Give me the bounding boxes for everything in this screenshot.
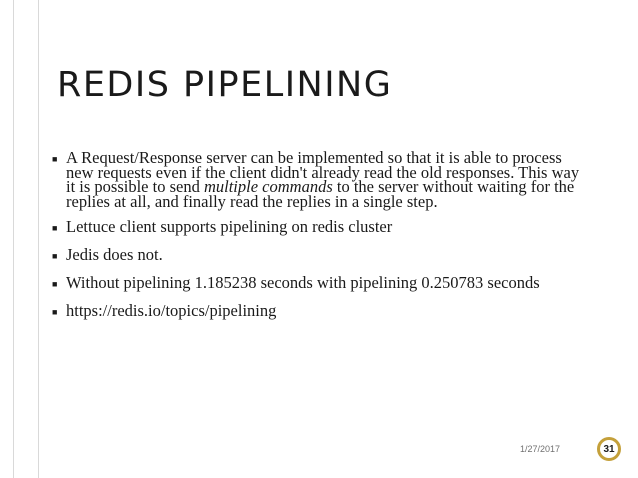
bullet-item: [52, 247, 592, 265]
bullet-item: [52, 150, 592, 209]
bullet-item: [52, 275, 592, 293]
bullet-text-link[interactable]: https://redis.io/topics/pipelining: [66, 301, 277, 320]
square-bullet-icon: ■: [52, 251, 58, 261]
left-decorative-bar: [13, 0, 39, 478]
bullet-list: [52, 150, 592, 331]
slide-title: REDIS PIPELINING: [57, 65, 393, 105]
bullet-item: [52, 303, 592, 321]
bullet-text: A Request/Response server can be implemented so that it is able to process new requests even if the client didn't already read the old responses. This way it is possible to send multiple commands to the server without waiting for the replies at all, and finally read the replies in a single step.: [66, 148, 580, 211]
page-number: 31: [603, 443, 615, 455]
bullet-text: Without pipelining 1.185238 seconds with pipelining 0.250783 seconds: [66, 273, 540, 292]
square-bullet-icon: ■: [52, 154, 58, 164]
bullet-text: Lettuce client supports pipelining on redis cluster: [66, 217, 393, 236]
bullet-text: Jedis does not.: [66, 245, 163, 264]
square-bullet-icon: ■: [52, 307, 58, 317]
bullet-item: [52, 219, 592, 237]
square-bullet-icon: ■: [52, 279, 58, 289]
slide-date: 1/27/2017: [520, 444, 561, 454]
square-bullet-icon: ■: [52, 223, 58, 233]
emphasis-text: multiple commands: [203, 177, 333, 196]
page-number-badge: [597, 437, 621, 461]
